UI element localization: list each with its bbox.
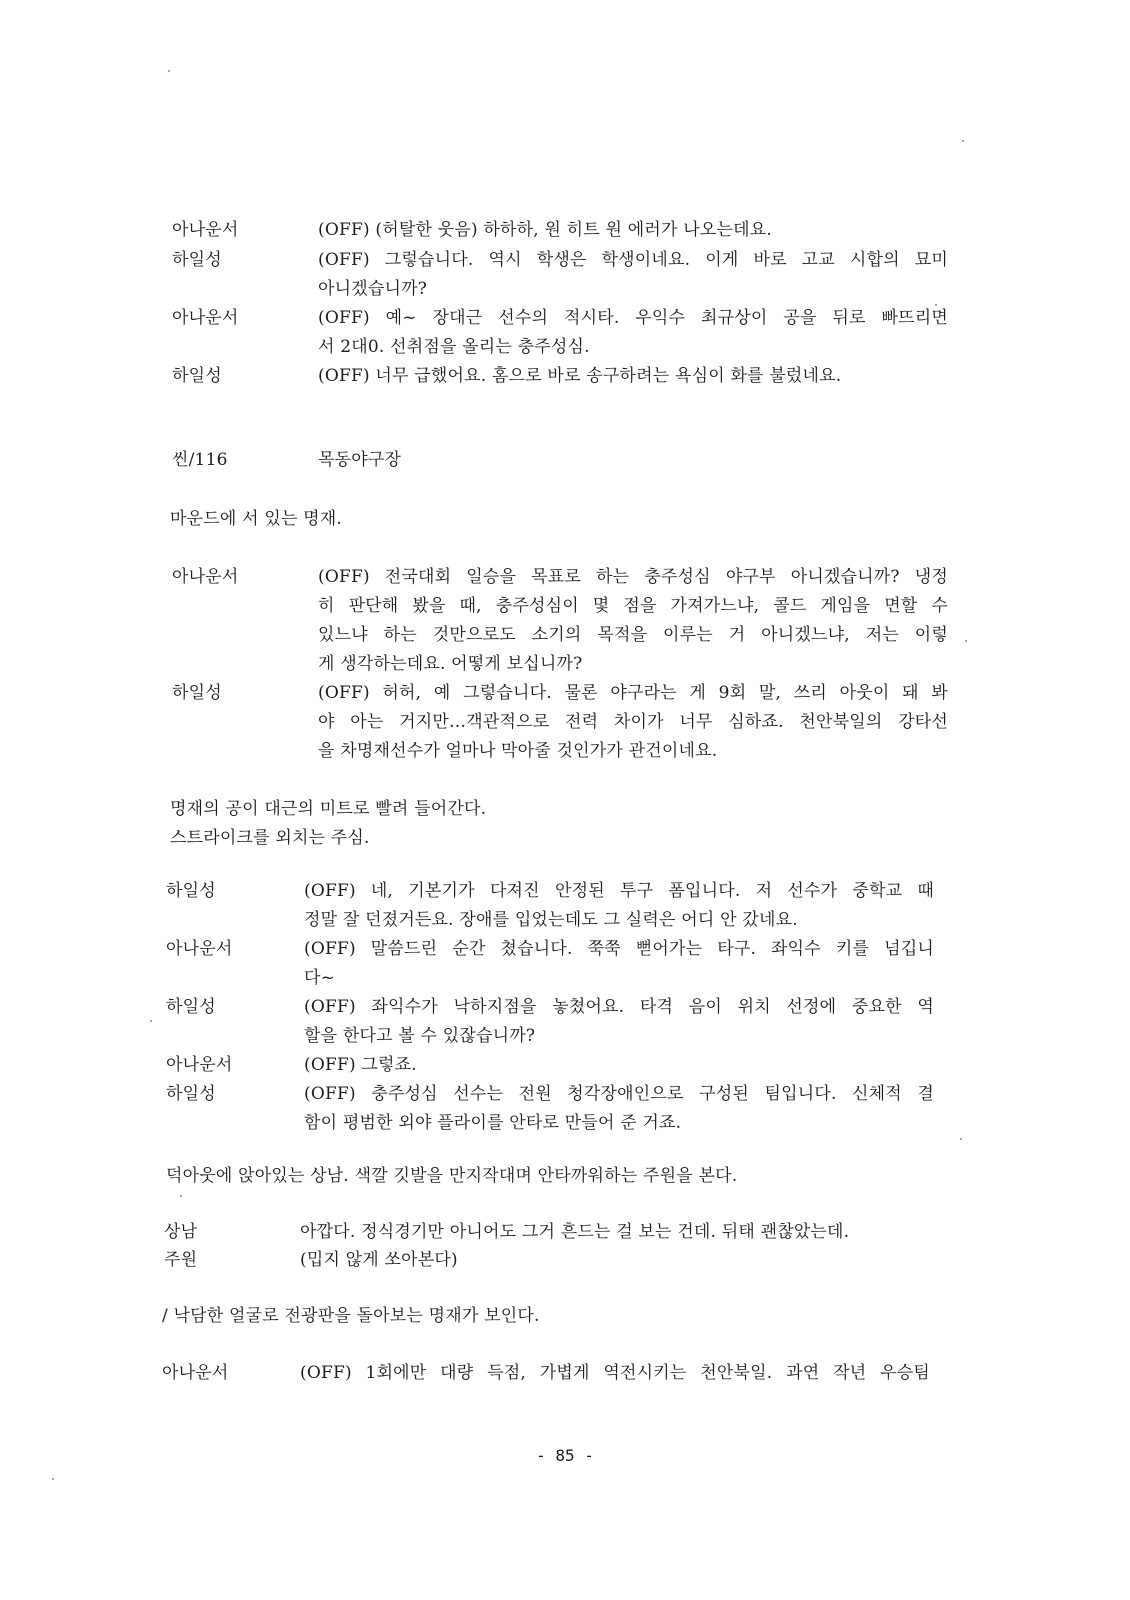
dialogue-text: 아깝다. 정식경기만 아니어도 그거 흔드는 걸 보는 건데. 뒤태 괜찮았는데.: [300, 1222, 850, 1242]
speaker-name: 아나운서: [172, 567, 239, 587]
speaker-name: 아나운서: [166, 939, 233, 959]
stage-direction-text: 명재의 공이 대근의 미트로 빨려 들어간다.: [170, 799, 487, 819]
dialogue-text: (OFF) 네, 기본기가 다져진 안정된 투구 폼입니다. 저 선수가 중학교 때: [304, 881, 934, 901]
scan-speck: [960, 1138, 962, 1140]
dialogue-text: 할을 한다고 볼 수 있잖습니까?: [304, 1026, 536, 1046]
speaker-name: 하일성: [166, 1084, 216, 1104]
speaker-name: 상남: [164, 1222, 198, 1242]
dialogue-text: 게 생각하는데요. 어떻게 보십니까?: [318, 654, 583, 674]
speaker-name: 하일성: [172, 250, 222, 270]
dialogue-text: (OFF) 그렇습니다. 역시 학생은 학생이네요. 이게 바로 고교 시합의 묘미: [318, 250, 948, 270]
scan-speck: [52, 1478, 54, 1480]
dialogue-text: 아니겠습니까?: [318, 279, 428, 299]
speaker-name: 아나운서: [172, 220, 239, 240]
stage-direction-text: 스트라이크를 외치는 주심.: [170, 828, 370, 848]
speaker-name: 아나운서: [162, 1363, 229, 1383]
page-number: - 85 -: [536, 1446, 594, 1465]
dialogue-text: 히 판단해 봤을 때, 충주성심이 몇 점을 가져가느냐, 콜드 게임을 면할 수: [318, 596, 948, 616]
dialogue-text: (OFF) 그렇죠.: [304, 1055, 417, 1075]
scan-speck: [962, 140, 964, 142]
dialogue-text: 야 아는 거지만…객관적으로 전력 차이가 너무 심하죠. 천안북일의 강타선: [318, 712, 948, 732]
speaker-name: 하일성: [172, 366, 222, 386]
stage-direction-text: 덕아웃에 앉아있는 상남. 색깔 깃발을 만지작대며 안타까워하는 주원을 본다.: [166, 1166, 738, 1186]
speaker-name: 아나운서: [166, 1055, 233, 1075]
scan-speck: [935, 304, 937, 306]
speaker-name: 하일성: [166, 997, 216, 1017]
dialogue-text: (OFF) 말씀드린 순간 쳤습니다. 쭉쭉 뻗어가는 타구. 좌익수 키를 넘깁니: [304, 939, 934, 959]
dialogue-text: 서 2대0. 선취점을 올리는 충주성심.: [318, 337, 590, 357]
speaker-name: 주원: [164, 1250, 198, 1270]
stage-direction-text: 마운드에 서 있는 명재.: [170, 509, 343, 529]
scan-speck: [150, 1020, 152, 1022]
dialogue-text: (OFF) 전국대회 일승을 목표로 하는 충주성심 야구부 아니겠습니까? 냉정: [318, 567, 948, 587]
scan-speck: [168, 70, 170, 72]
speaker-name: 아나운서: [172, 308, 239, 328]
dialogue-text: (밉지 않게 쏘아본다): [300, 1250, 458, 1270]
dialogue-text: (OFF) 1회에만 대량 득점, 가볍게 역전시키는 천안북일. 과연 작년 우승팀: [300, 1363, 930, 1383]
dialogue-text: 함이 평범한 외야 플라이를 안타로 만들어 준 거죠.: [304, 1113, 682, 1133]
dialogue-text: (OFF) 예~ 장대근 선수의 적시타. 우익수 최규상이 공을 뒤로 빠뜨리면: [318, 308, 948, 328]
dialogue-text: (OFF) 허허, 예 그렇습니다. 물론 야구라는 게 9회 말, 쓰리 아웃이 돼 봐: [318, 683, 948, 703]
speaker-name: 하일성: [172, 683, 222, 703]
dialogue-text: 정말 잘 던졌거든요. 장애를 입었는데도 그 실력은 어디 안 갔네요.: [304, 910, 798, 930]
speaker-name: 하일성: [166, 881, 216, 901]
stage-direction-text: / 낙담한 얼굴로 전광판을 돌아보는 명재가 보인다.: [162, 1306, 540, 1326]
scene-location: 목동야구장: [318, 450, 402, 470]
dialogue-text: (OFF) (허탈한 웃음) 하하하, 원 히트 원 에러가 나오는데요.: [318, 220, 772, 240]
dialogue-text: (OFF) 좌익수가 낙하지점을 놓쳤어요. 타격 음이 위치 선정에 중요한 역: [304, 997, 934, 1017]
dialogue-text: 있느냐 하는 것만으로도 소기의 목적을 이루는 거 아니겠느냐, 저는 이렇: [318, 625, 948, 645]
scan-speck: [965, 640, 967, 642]
dialogue-text: 을 차명재선수가 얼마나 막아줄 것인가가 관건이네요.: [318, 741, 718, 761]
scan-speck: [180, 1195, 182, 1197]
scene-number: 씬/116: [172, 450, 228, 470]
dialogue-text: 다~: [304, 968, 336, 988]
dialogue-text: (OFF) 충주성심 선수는 전원 청각장애인으로 구성된 팀입니다. 신체적 결: [304, 1084, 934, 1104]
dialogue-text: (OFF) 너무 급했어요. 홈으로 바로 송구하려는 욕심이 화를 불렀네요.: [318, 366, 842, 386]
